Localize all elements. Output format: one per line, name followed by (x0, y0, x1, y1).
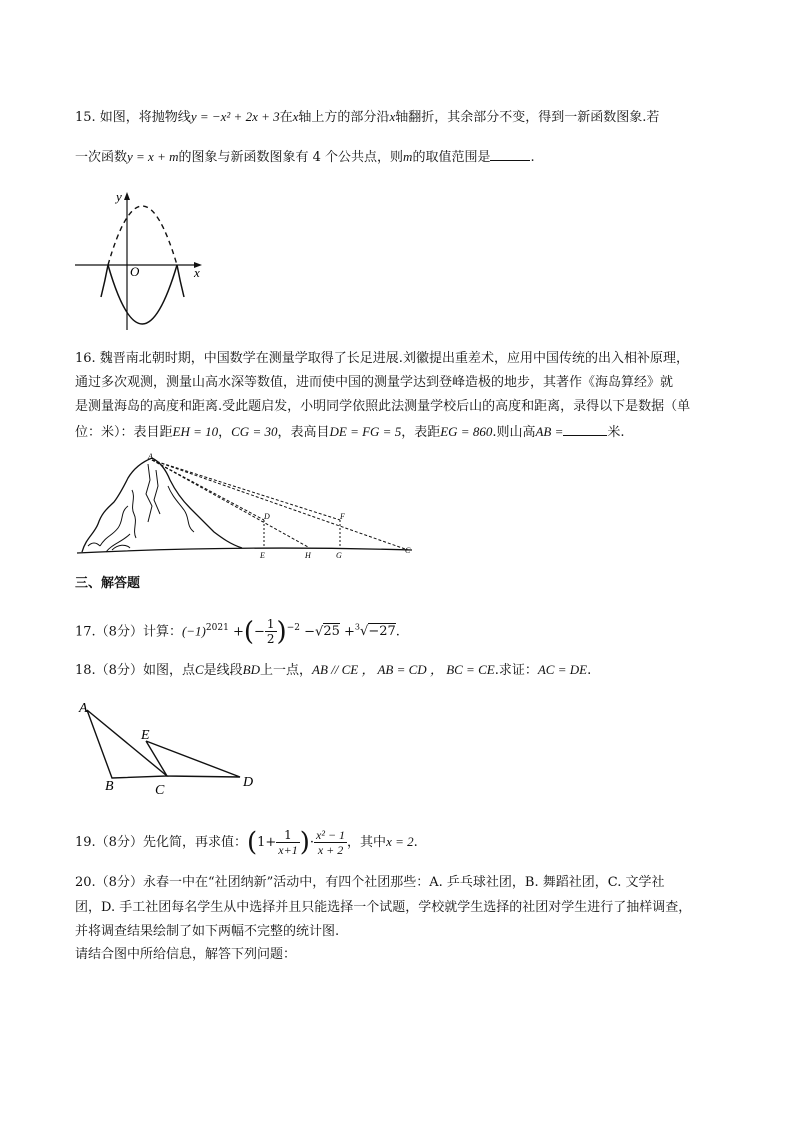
answer-blank[interactable] (563, 423, 607, 436)
label-d: D (264, 512, 270, 521)
q15-line-1 (75, 107, 659, 128)
q20-line-1: 20.（8分）永春一中在“社团纳新”活动中，有四个社团那些：A. 乒乓球社团，B. 舞蹈社团，C. 文学社 (75, 875, 665, 890)
q16-mountain-figure (72, 450, 417, 565)
triangle-ced (146, 741, 240, 777)
mountain-ridges (146, 464, 160, 522)
q18-segment-bd: BD (242, 662, 260, 677)
q18-triangle-figure (75, 695, 265, 800)
q15-text: 15. 如图，将抛物线 (75, 110, 191, 125)
q15-var-m: m (403, 149, 413, 164)
q15-text: 一次函数 (75, 150, 128, 165)
q16-text: ， (218, 425, 232, 440)
q15-text: 的取值范围是 (412, 150, 491, 165)
q16-text: .则山高 (492, 425, 536, 440)
q16-line-1: 16. 魏晋南北朝时期，中国数学在测量学取得了长足进展.刘徽提出重差术，应用中国传统的出入相补原理， (75, 351, 689, 366)
q17-line: 17.（8分）计算：$(-1)^{2021}$ +(− $\frac{1}{2}$ )$^{-2}$ −√25 +$^3$√−27. (75, 616, 400, 647)
q15-linear-formula: y = x + m (127, 149, 179, 164)
label-b: B (105, 779, 114, 794)
q18-line (75, 660, 591, 681)
q19-line: 19.（8分）先化简，再求值：(1+ $\frac{1}{x+1}$ )· $\frac{\text{x² − 1}}{x + 2}$ ，其中x = 2. (75, 827, 418, 858)
mountain-ridges-2 (132, 486, 194, 538)
label-e: E (141, 728, 150, 743)
q15-text: 的图象与新函数图象有 4 个公共点，则 (178, 150, 404, 165)
ground-line (77, 548, 412, 553)
q16-text: 位：米）：表目距 (75, 425, 173, 440)
q19-f2-num: x² − 1 (316, 828, 346, 842)
label-x: x (194, 265, 200, 280)
q17-exponent-neg2: −2 (286, 623, 300, 633)
label-h: H (305, 551, 311, 560)
q20-line-3: 并将调查结果绘制了如下两幅不完整的统计图. (75, 924, 340, 939)
q17-plus: + (344, 624, 355, 640)
q15-text: 轴翻折，其余部分不变，得到一新函数图象.若 (395, 110, 660, 125)
q16-text: ，表距 (401, 425, 441, 440)
q16-line-3: 是测量海岛的高度和距离.受此题启发，小明同学依照此法测量学校后山的高度和距离，录得以下是数据（单 (75, 399, 691, 414)
flipped-arch (108, 265, 177, 324)
q17-frac-den: 2 (266, 632, 275, 647)
dashed-original-arch (108, 206, 177, 265)
q17-exponent-2021: 2021 (205, 623, 229, 633)
q16-eg: EG = 860 (440, 424, 493, 439)
q16-ab: AB = (535, 424, 564, 439)
q16-eh: EH = 10 (172, 424, 219, 439)
q16-text: ，表高目 (277, 425, 330, 440)
q17-plus: + (232, 624, 244, 640)
label-a: A (79, 701, 88, 716)
label-a: A (148, 452, 153, 461)
label-c: C (405, 546, 411, 555)
y-axis-arrow (124, 192, 130, 200)
sight-line-ac (152, 460, 408, 550)
q17-cbrt: $^3$√−27 (354, 623, 396, 640)
q17-base: (−1) (181, 623, 206, 639)
q15-var-x: x (292, 109, 299, 124)
label-g: G (336, 551, 342, 560)
q17-fraction (265, 617, 277, 646)
q18-text: . (587, 663, 592, 678)
q17-end: . (395, 624, 400, 640)
q16-cg: CG = 30 (231, 424, 278, 439)
q15-var-x: x (389, 109, 396, 124)
q19-dot: · (309, 835, 315, 850)
q16-text: 米. (607, 425, 625, 440)
q17-root-index: 3 (354, 623, 361, 632)
q19-end: . (413, 835, 418, 850)
q19-f1-den: x+1 (278, 843, 298, 857)
q15-text: 轴上方的部分沿 (298, 110, 390, 125)
q18-point-c: C (194, 662, 204, 677)
q18-text: 18.（8分）如图，点 (75, 663, 195, 678)
q15-text: 在 (279, 110, 293, 125)
answer-blank[interactable] (490, 148, 530, 161)
q15-parabola-formula: y = −x² + 2x + 3 (190, 109, 280, 124)
q18-goal: AC = DE (537, 662, 588, 677)
q18-text: 是线段 (203, 663, 243, 678)
q17-prefix: 17.（8分）计算： (75, 624, 182, 640)
q17-sqrt-25: √25 (315, 624, 340, 640)
q19-one-plus: 1+ (257, 835, 277, 850)
q15-text: . (530, 150, 535, 165)
q18-text: .求证： (494, 663, 538, 678)
q19-fraction-1 (276, 828, 299, 857)
q19-f2-den: x + 2 (317, 843, 344, 857)
sight-line-ad (152, 460, 264, 520)
label-d: D (243, 775, 254, 790)
right-branch (177, 265, 184, 297)
q17-neg: − (254, 624, 265, 640)
section-title: 三、解答题 (75, 576, 141, 591)
q15-parabola-figure (70, 185, 210, 335)
q19-text: ，其中 (347, 835, 387, 850)
q17-minus: − (304, 624, 316, 640)
label-c: C (155, 783, 165, 798)
q19-prefix: 19.（8分）先化简，再求值： (75, 835, 247, 850)
q15-line-2 (75, 147, 535, 168)
q18-text: 上一点， (259, 663, 312, 678)
q20-line-2: 团，D. 手工社团每名学生从中选择并且只能选择一个试题，学校就学生选择的社团对学生进行了抽样调查， (75, 900, 692, 915)
q20-line-4: 请结合图中所给信息，解答下列问题： (75, 947, 297, 962)
sight-line-af (152, 460, 340, 520)
q16-line-2: 通过多次观测，测量山高水深等数值，进而使中国的测量学达到登峰造极的地步，其著作《海岛算经》就 (75, 375, 674, 390)
label-origin: O (130, 264, 140, 279)
q18-conditions: AB // CE ， AB = CD ， BC = CE (312, 662, 495, 677)
q17-radicand-25: 25 (323, 624, 340, 640)
q19-condition: x = 2 (386, 834, 414, 849)
label-e: E (260, 551, 265, 560)
q17-radicand-neg27: −27 (368, 624, 396, 640)
q16-de-fg: DE = FG = 5 (329, 424, 402, 439)
q19-fraction-2 (314, 828, 347, 857)
q17-frac-num: 1 (266, 617, 275, 632)
left-branch (101, 265, 108, 297)
q16-line-4 (75, 422, 625, 443)
label-y: y (116, 189, 122, 204)
mountain-outline (82, 458, 242, 552)
label-f: F (340, 512, 345, 521)
q19-f1-num: 1 (276, 828, 299, 843)
